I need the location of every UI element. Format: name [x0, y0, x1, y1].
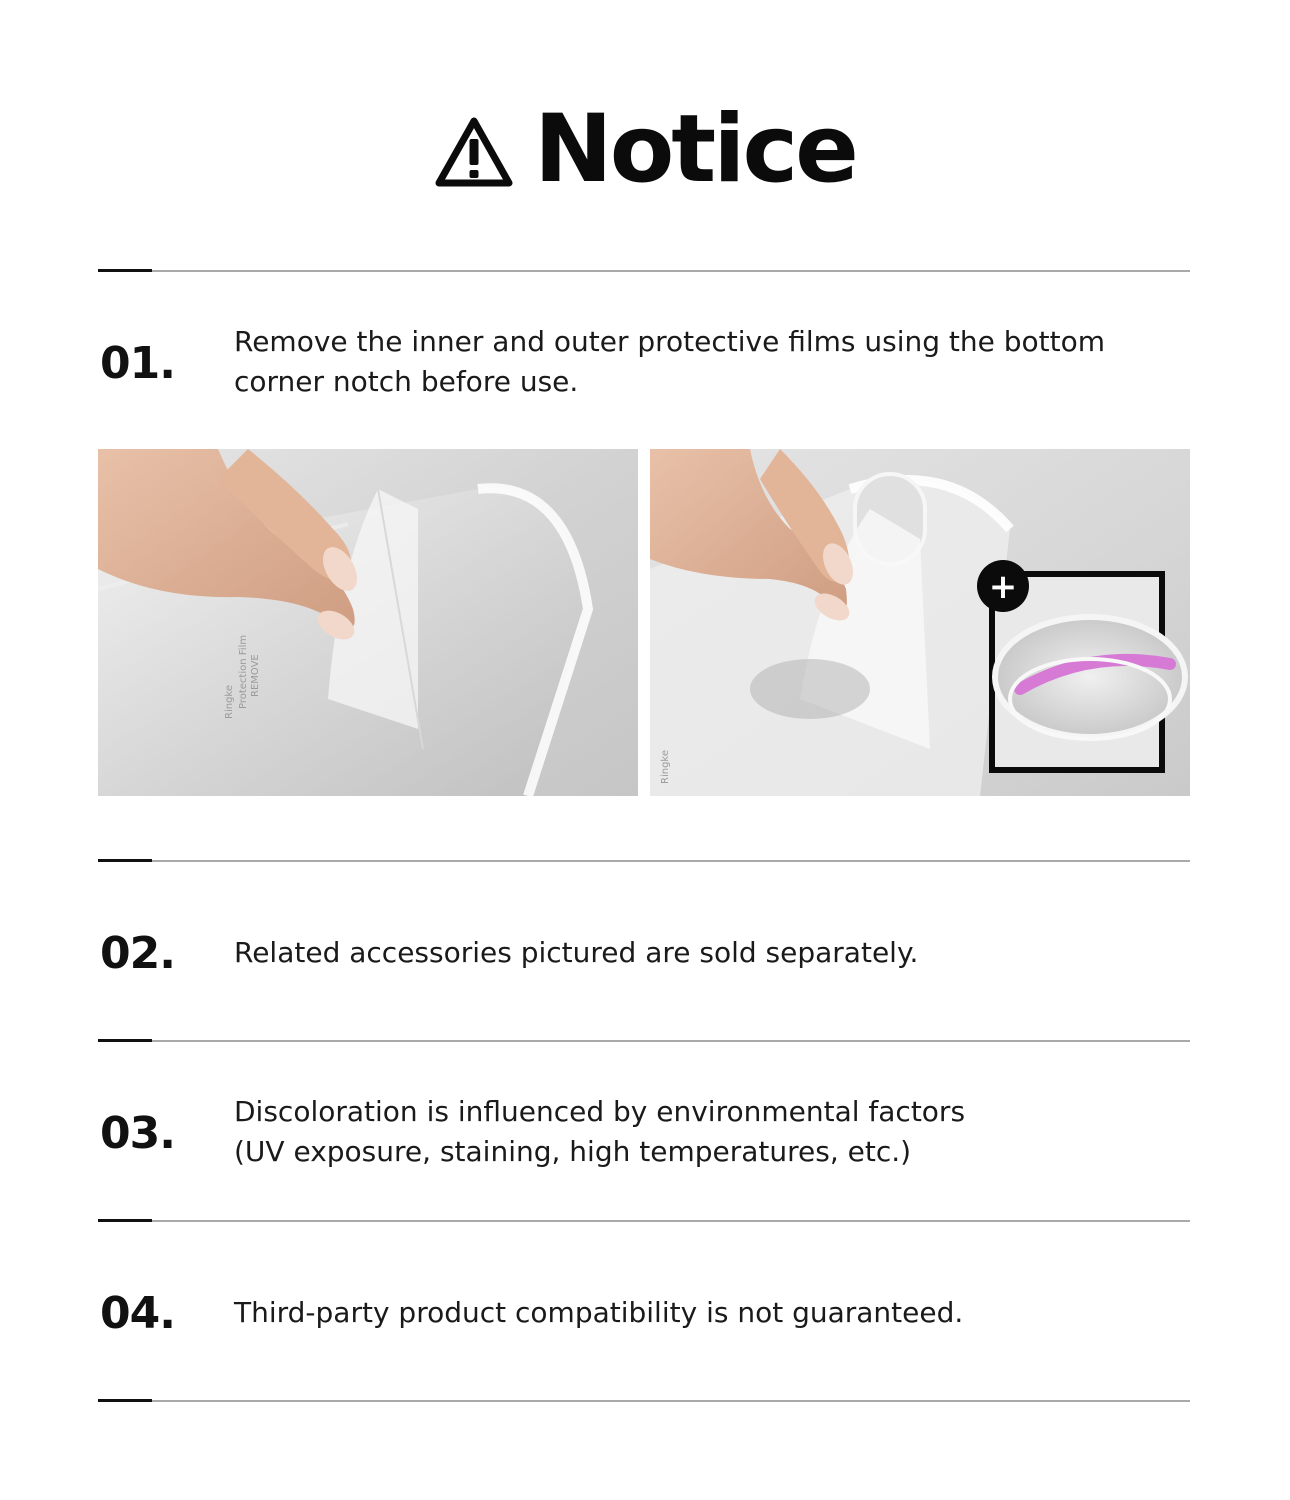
item-text-01 [234, 322, 1134, 402]
item-number-04: 04. [100, 1288, 175, 1339]
film-removal-photo-left [98, 449, 638, 796]
item-text-line: Related accessories pictured are sold separately. [234, 936, 919, 969]
film-text: Ringke [224, 685, 235, 719]
divider [98, 860, 1190, 862]
item-number-02: 02. [100, 928, 175, 979]
item-text-line: Remove the inner and outer protective films using the bottom [234, 325, 1106, 358]
item-text-line: Discoloration is influenced by environmental factors [234, 1095, 966, 1128]
film-text: REMOVE [250, 654, 261, 697]
film-removal-photo-right [650, 449, 1190, 796]
plus-icon: + [988, 567, 1018, 607]
item-number-03: 03. [100, 1108, 175, 1159]
item-text-line: corner notch before use. [234, 365, 579, 398]
divider [98, 1220, 1190, 1222]
item-text-line: Third-party product compatibility is not guaranteed. [234, 1296, 964, 1329]
notice-header [0, 95, 1290, 204]
item-text-02 [234, 933, 1134, 973]
warning-triangle-icon [434, 115, 514, 189]
divider [98, 1040, 1190, 1042]
divider [98, 270, 1190, 272]
divider [98, 1400, 1190, 1402]
item-number-01: 01. [100, 338, 175, 389]
zoom-badge [977, 560, 1029, 612]
film-text: Protection Film [238, 634, 249, 709]
page-title: Notice [534, 95, 856, 204]
item-text-line: (UV exposure, staining, high temperatures, etc.) [234, 1135, 912, 1168]
item-text-03 [234, 1092, 1134, 1172]
item-text-04 [234, 1293, 1134, 1333]
film-text: Ringke [660, 750, 671, 784]
